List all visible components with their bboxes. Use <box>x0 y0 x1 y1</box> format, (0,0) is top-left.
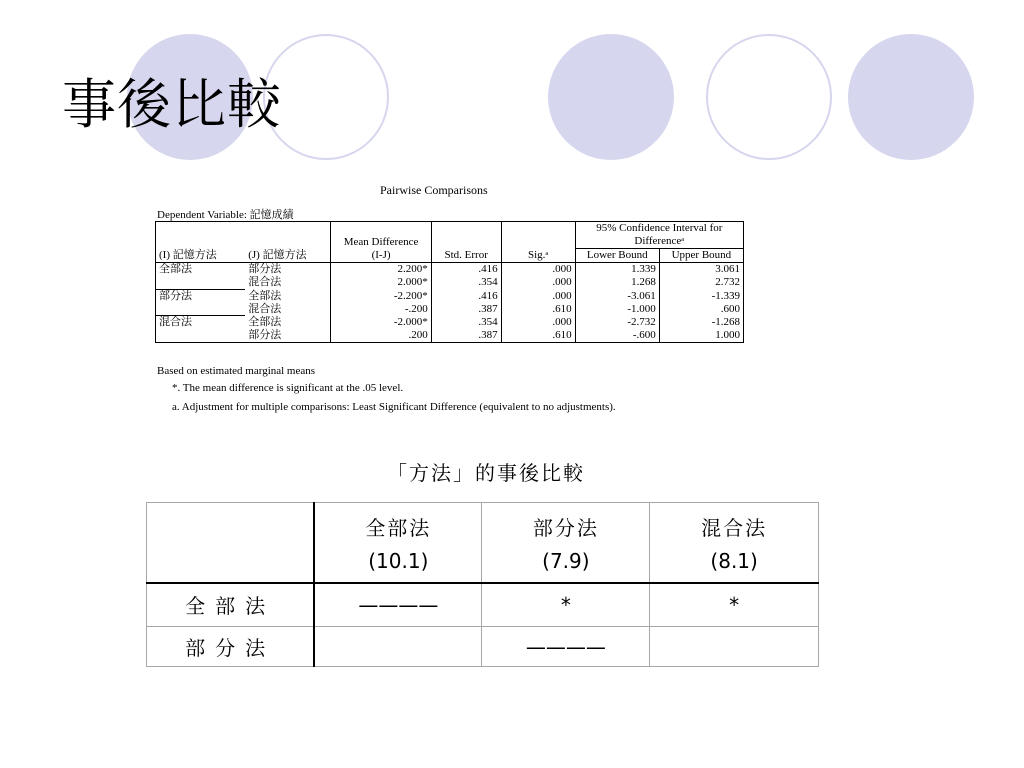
cell-j: 混合法 <box>248 302 282 315</box>
posthoc-col-name: 部分法 <box>532 515 599 540</box>
decorative-circle-3 <box>548 34 674 160</box>
posthoc-title: 「方法」的事後比較 <box>387 461 585 485</box>
header-mean-diff-line2: (I-J) <box>371 249 391 261</box>
cell-sig: .000 <box>501 316 575 330</box>
cell-std-error: .416 <box>431 263 501 277</box>
cell-lower: -.600 <box>575 329 659 343</box>
cell-lower: 1.339 <box>575 263 659 277</box>
cell-j: 混合法 <box>248 276 282 288</box>
cell-sig: .000 <box>501 263 575 277</box>
cell-j: 全部法 <box>248 316 282 328</box>
cell-lower: -1.000 <box>575 303 659 316</box>
pairwise-comparisons-table <box>155 221 744 343</box>
header-std-error: Std. Error <box>431 222 501 263</box>
posthoc-col-mean: (8.1) <box>710 548 758 573</box>
cell-sig: .610 <box>501 303 575 316</box>
spss-caption: Pairwise Comparisons <box>380 183 488 197</box>
header-j: (J) 記憶方法 <box>248 249 307 261</box>
cell-i <box>156 276 246 289</box>
posthoc-row-label: 部分法 <box>147 627 315 667</box>
cell-i: 混合法 <box>156 316 246 330</box>
decorative-circle-5 <box>848 34 974 160</box>
posthoc-col-header <box>314 503 482 583</box>
header-ci-line2: Differenceᵃ <box>634 235 685 247</box>
posthoc-cell: * <box>482 583 650 627</box>
cell-mean-diff: -.200 <box>331 303 431 316</box>
cell-mean-diff: 2.000* <box>331 276 431 289</box>
table-row <box>156 289 744 303</box>
header-sig: Sig.ᵃ <box>501 222 575 263</box>
cell-mean-diff: .200 <box>331 329 431 343</box>
table-row <box>156 316 744 330</box>
posthoc-col-header <box>650 503 819 583</box>
table-row <box>147 583 819 627</box>
cell-mean-diff: -2.000* <box>331 316 431 330</box>
header-upper-bound: Upper Bound <box>659 249 743 263</box>
cell-upper: -1.339 <box>659 289 743 303</box>
slide-title: 事後比較 <box>62 73 282 136</box>
decorative-circle-4 <box>706 34 832 160</box>
cell-i <box>156 329 246 343</box>
cell-i <box>156 303 246 316</box>
posthoc-cell <box>650 627 819 667</box>
header-ci <box>575 222 743 249</box>
posthoc-cell <box>314 627 482 667</box>
footnote-adjustment: a. Adjustment for multiple comparisons: Least Significant Difference (equivalent to no adjustments). <box>172 401 616 413</box>
posthoc-table <box>146 502 819 667</box>
posthoc-col-mean: (10.1) <box>368 548 429 573</box>
table-row <box>156 303 744 316</box>
cell-sig: .610 <box>501 329 575 343</box>
cell-std-error: .387 <box>431 303 501 316</box>
cell-j: 部分法 <box>245 263 331 277</box>
cell-mean-diff: -2.200* <box>331 289 431 303</box>
posthoc-col-name: 混合法 <box>701 515 768 540</box>
dependent-variable-label: Dependent Variable: 記憶成績 <box>157 209 294 221</box>
header-lower-bound: Lower Bound <box>575 249 659 263</box>
cell-sig: .000 <box>501 289 575 303</box>
cell-i: 全部法 <box>156 263 246 277</box>
posthoc-cell: ———— <box>314 583 482 627</box>
footnote-significance: *. The mean difference is significant at the .05 level. <box>172 382 404 394</box>
cell-lower: 1.268 <box>575 276 659 289</box>
posthoc-row-label: 全部法 <box>147 583 315 627</box>
header-ci-line1: 95% Confidence Interval for <box>596 222 723 234</box>
cell-i: 部分法 <box>156 289 246 303</box>
cell-sig: .000 <box>501 276 575 289</box>
cell-j: 部分法 <box>248 329 282 341</box>
cell-upper: -1.268 <box>659 316 743 330</box>
posthoc-corner-cell <box>147 503 315 583</box>
posthoc-col-name: 全部法 <box>365 515 432 540</box>
header-mean-diff-line1: Mean Difference <box>343 236 419 248</box>
cell-std-error: .387 <box>431 329 501 343</box>
posthoc-cell: * <box>650 583 819 627</box>
header-mean-diff <box>331 222 431 263</box>
table-row <box>156 329 744 343</box>
cell-upper: 3.061 <box>659 263 743 277</box>
table-row <box>147 627 819 667</box>
posthoc-col-header <box>482 503 650 583</box>
header-i: (I) 記憶方法 <box>159 249 217 261</box>
footnote-marginal-means: Based on estimated marginal means <box>157 365 316 377</box>
cell-mean-diff: 2.200* <box>331 263 431 277</box>
cell-j: 全部法 <box>248 289 282 302</box>
cell-upper: 1.000 <box>659 329 743 343</box>
cell-lower: -3.061 <box>575 289 659 303</box>
cell-upper: 2.732 <box>659 276 743 289</box>
cell-upper: .600 <box>659 303 743 316</box>
posthoc-cell: ———— <box>482 627 650 667</box>
cell-lower: -2.732 <box>575 316 659 330</box>
cell-std-error: .416 <box>431 289 501 303</box>
table-row <box>156 263 744 277</box>
table-row <box>156 276 744 289</box>
posthoc-col-mean: (7.9) <box>542 548 590 573</box>
cell-std-error: .354 <box>431 316 501 330</box>
cell-std-error: .354 <box>431 276 501 289</box>
